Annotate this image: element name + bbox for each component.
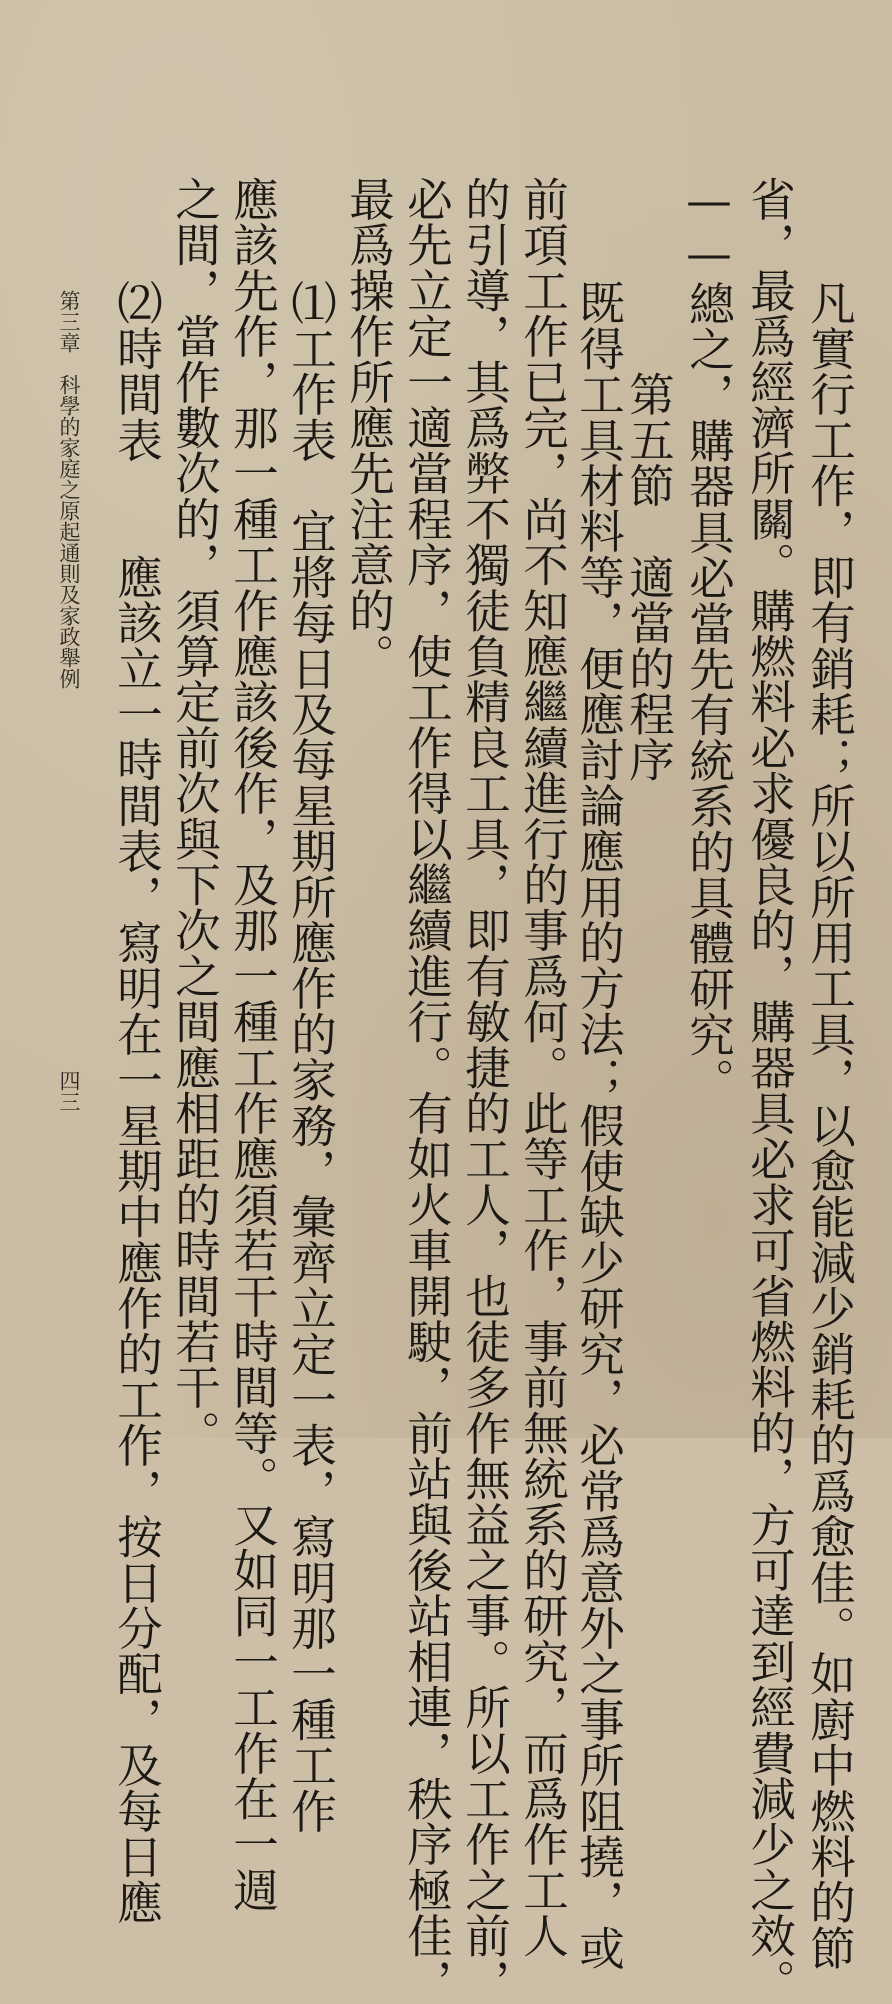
time-schedule-item: ⑵時間表 應該立一時間表，寫明在一星期中應作的工作，按日分配，及每日應 [110,234,164,1925]
text-line-9: 最爲操作所應先注意的。 [342,176,396,679]
text-line-5: 既得工具材料等，便應討論應用的方法；假使缺少研究，必常爲意外之事所阻撓，或 [572,234,626,1971]
section-heading: 第五節 適當的程序 [622,234,676,783]
text-line-2: 省，最爲經濟所關。購燃料必求優良的，購器具必求可省燃料的，方可達到經費減少之效。 [743,176,797,2004]
running-head: 第三章 科學的家庭之原起通則及家政舉例 [57,290,81,689]
text-line-12: 之間，當作數次的，須算定前次與下次之間應相距的時間若干。 [168,176,222,1456]
text-line-1: 凡實行工作，即有銷耗；所以所用工具，以愈能減少銷耗的爲愈佳。如廚中燃料的節 [803,234,857,1971]
text-line-11: 應該先作，那一種工作應該後作，及那一種工作應須若干時間等。又如同一工作在一週 [226,176,280,1913]
text-line-7: 的引導，其爲弊不獨徒負精良工具，即有敏捷的工人，也徒多作無益之事。所以工作之前， [458,176,512,2004]
work-schedule-item: ⑴工作表 宜將每日及每星期所應作的家務，彙齊立定一表，寫明那一種工作 [284,234,338,1834]
text-line-8: 必先立定一適當程序，使工作得以繼續進行。有如火車開駛，前站與後站相連，秩序極佳， [400,176,454,2004]
text-line-6: 前項工作已完，尚不知應繼續進行的事爲何。此等工作，事前無統系的研究，而爲作工人 [516,176,570,1959]
page-number: 四三 [57,1070,81,1112]
text-line-3: ——總之，購器具必當先有統系的具體研究。 [682,174,736,1103]
